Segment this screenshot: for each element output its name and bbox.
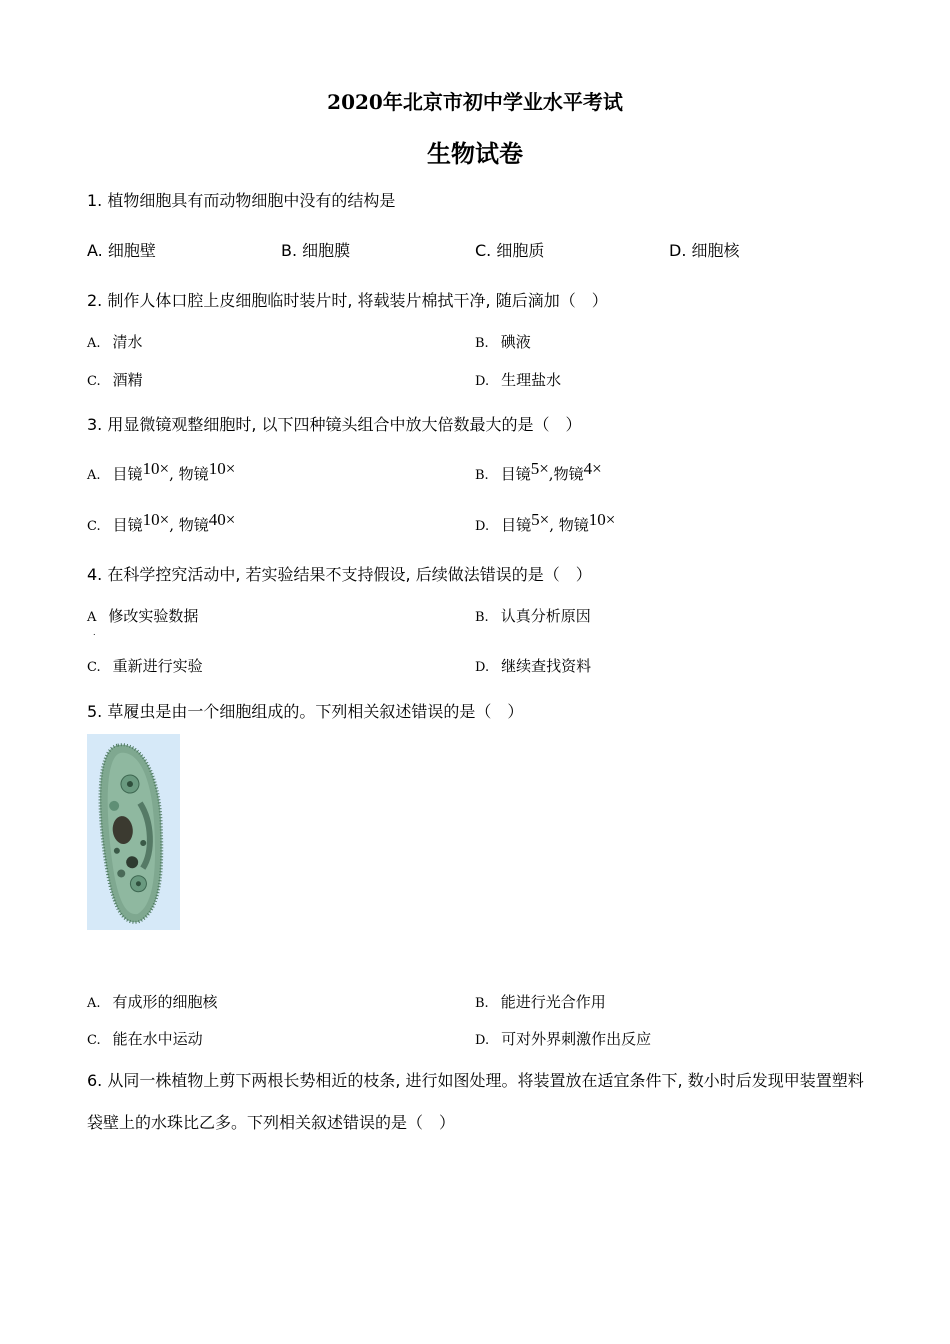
q5-option-c: C. 能在水中运动	[87, 1030, 203, 1048]
question-5-stem: 5. 草履虫是由一个细胞组成的。下列相关叙述错误的是（ ）	[87, 702, 524, 721]
q1-option-b: B. 细胞膜	[281, 241, 351, 260]
q4-option-c: C. 重新进行实验	[87, 657, 203, 675]
question-6-stem: 6. 从同一株植物上剪下两根长势相近的枝条, 进行如图处理。将装置放在适宜条件下, 数小时后发现甲装置塑料袋壁上的水珠比乙多。下列相关叙述错误的是（ ）	[87, 1071, 864, 1132]
q2-option-b: B. 碘液	[475, 333, 531, 351]
q2-option-a: A. 清水	[87, 333, 143, 351]
question-4-stem: 4. 在科学控究活动中, 若实验结果不支持假设, 后续做法错误的是（ ）	[87, 565, 592, 584]
q3-option-c: C. 目镜10×, 物镜40×	[87, 510, 236, 534]
q3-option-b: B. 目镜5×,物镜4×	[475, 459, 602, 483]
paramecium-figure	[87, 734, 180, 930]
q1-option-d: D. 细胞核	[669, 241, 740, 260]
q4-option-d: D. 继续查找资料	[475, 657, 592, 675]
exam-subtitle: 生物试卷	[427, 139, 523, 168]
q1-option-c: C. 细胞质	[475, 241, 545, 260]
q2-option-d: D. 生理盐水	[475, 371, 562, 389]
q5-option-d: D. 可对外界刺激作出反应	[475, 1030, 652, 1048]
q5-option-a: A. 有成形的细胞核	[87, 993, 218, 1011]
q2-option-c: C. 酒精	[87, 371, 143, 389]
q3-option-a: A. 目镜10×, 物镜10×	[87, 459, 236, 483]
question-3-stem: 3. 用显微镜观整细胞时, 以下四种镜头组合中放大倍数最大的是（ ）	[87, 415, 582, 434]
exam-title: 2020年北京市初中学业水平考试	[327, 90, 623, 114]
question-2-stem: 2. 制作人体口腔上皮细胞临时装片时, 将载装片棉拭干净, 随后滴加（ ）	[87, 291, 608, 310]
q4-option-b: B. 认真分析原因	[475, 607, 591, 625]
q5-option-b: B. 能进行光合作用	[475, 993, 606, 1011]
stray-dot-mark: .	[93, 628, 96, 637]
q3-option-d: D. 目镜5×, 物镜10×	[475, 510, 616, 534]
question-1-stem: 1. 植物细胞具有而动物细胞中没有的结构是	[87, 191, 396, 210]
q1-option-a: A. 细胞壁	[87, 241, 156, 260]
q4-option-a: A 修改实验数据	[87, 607, 199, 625]
